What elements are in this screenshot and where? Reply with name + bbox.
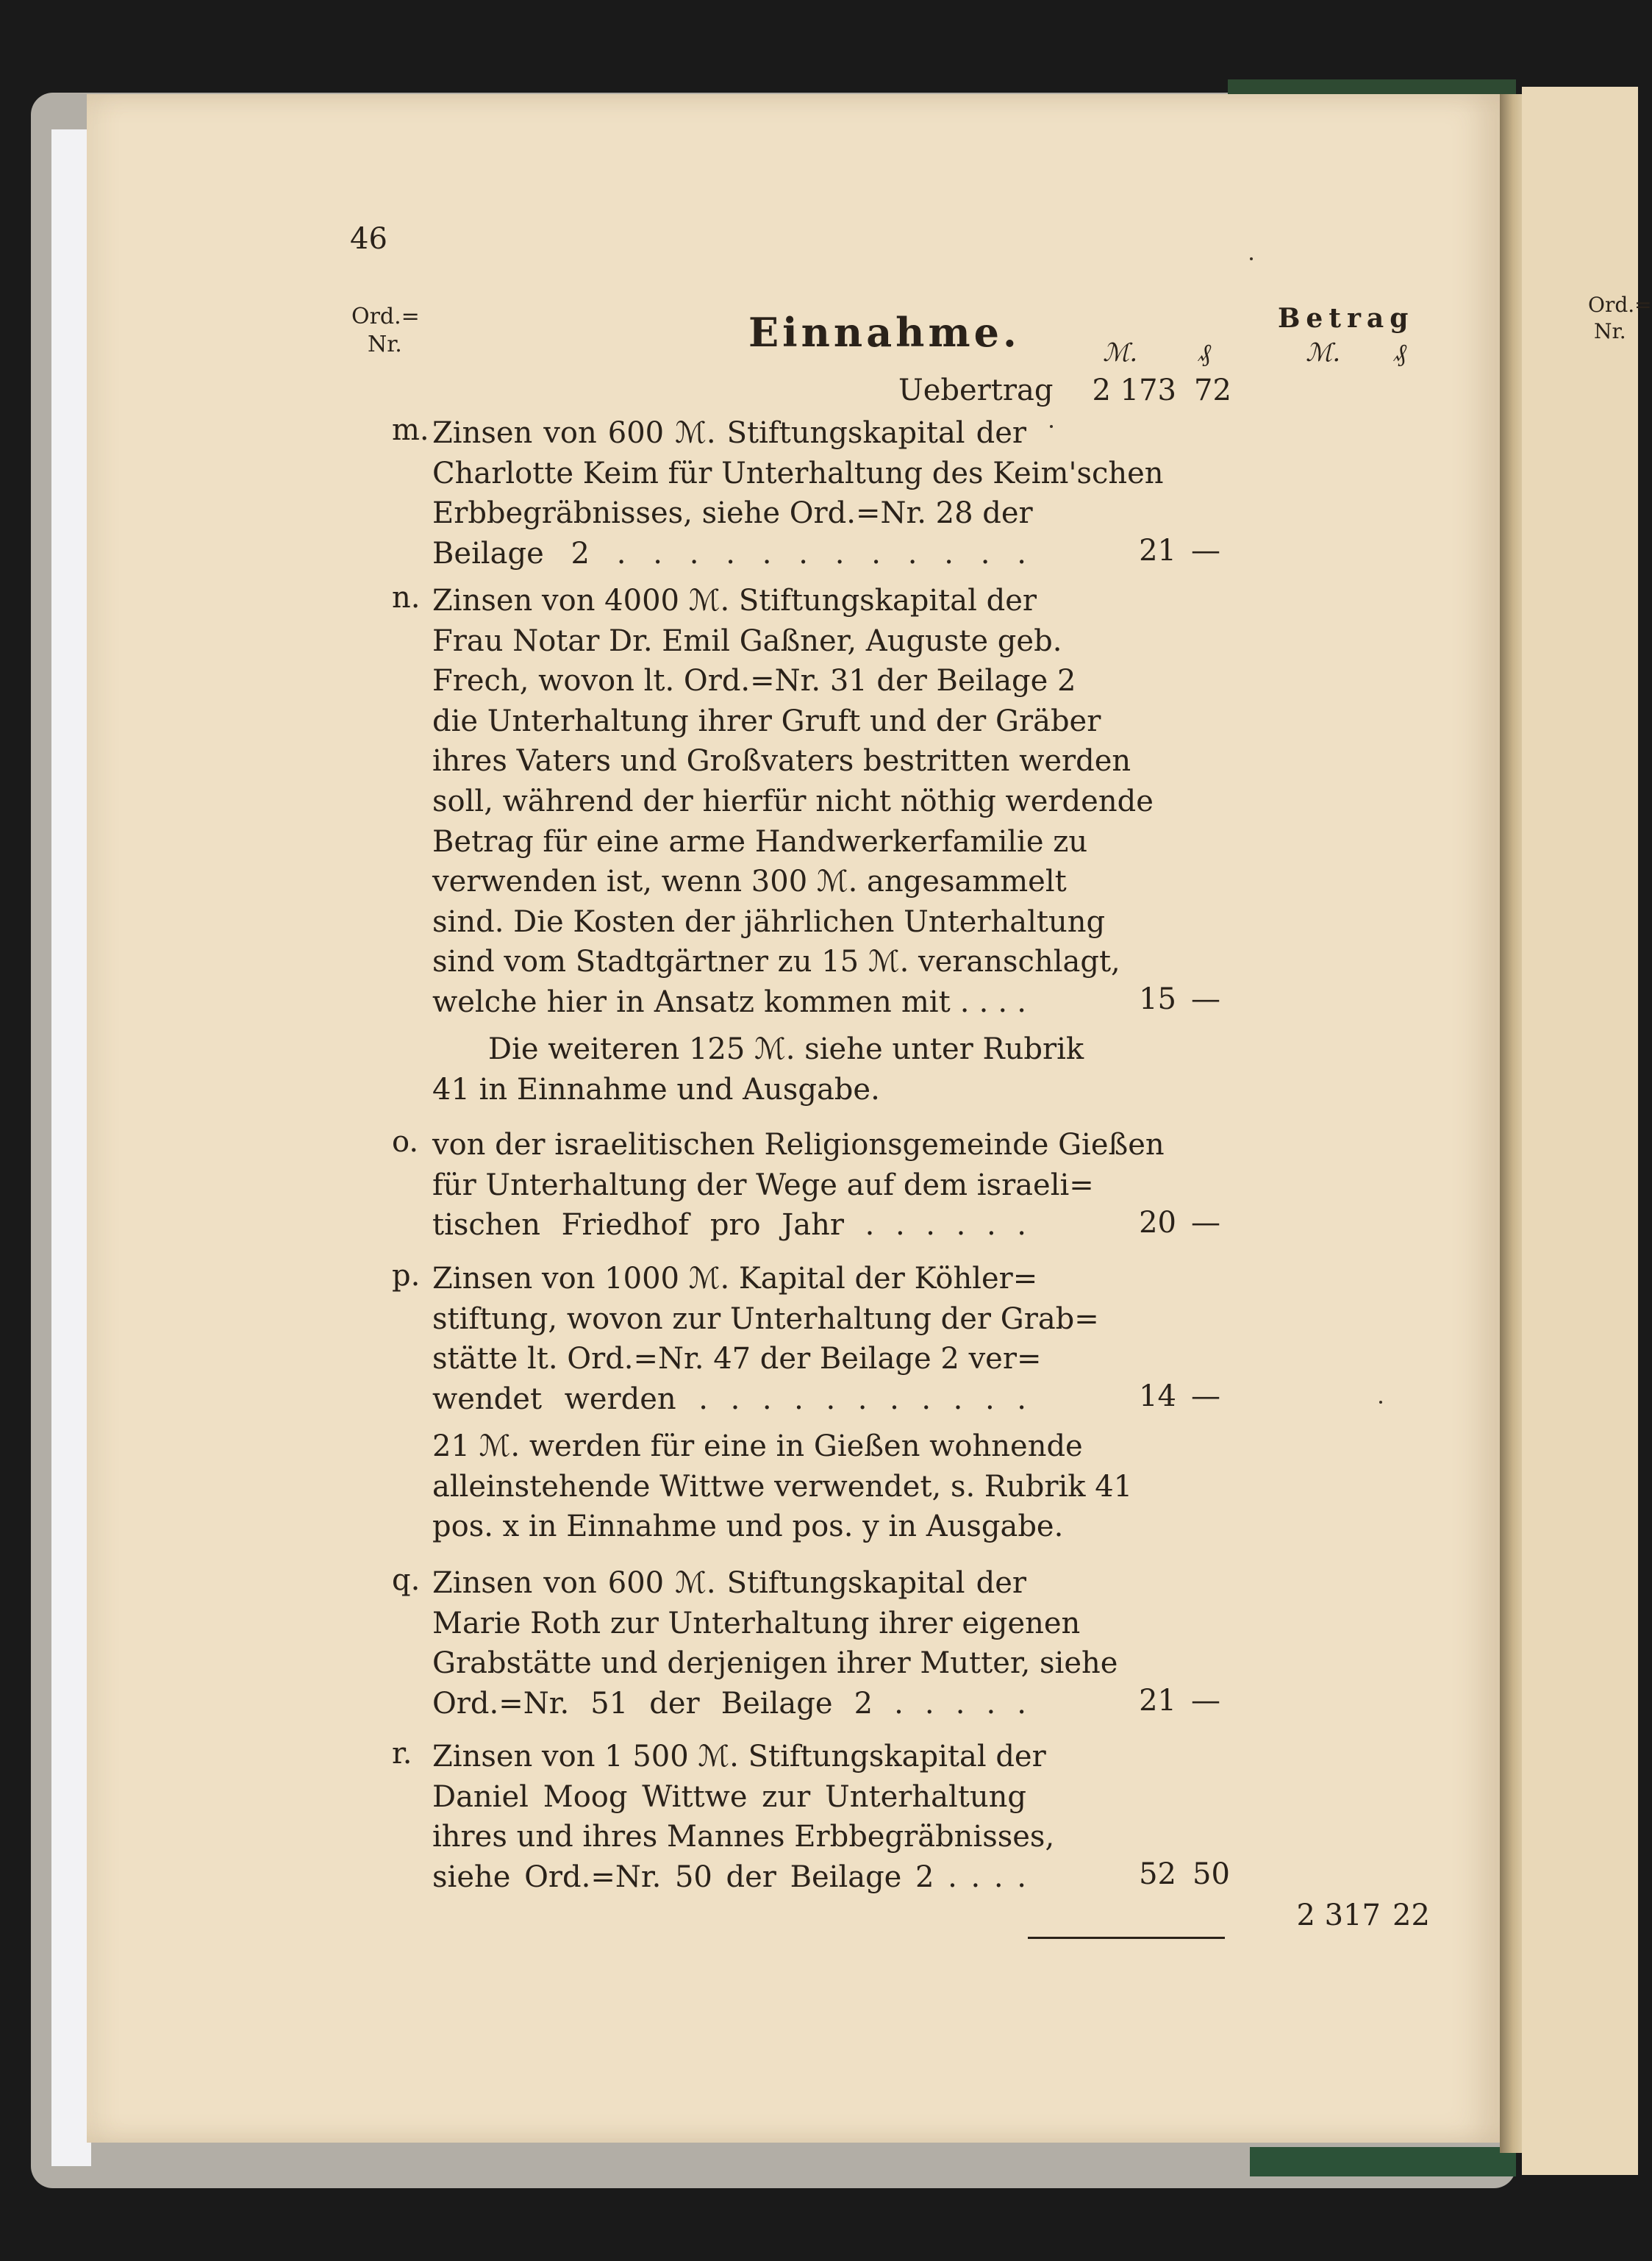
carry-label: Uebertrag [898, 374, 1054, 407]
entry-mark: 14 [1139, 1379, 1176, 1413]
paper-speck [1050, 425, 1053, 428]
page-number: 46 [350, 222, 387, 256]
next-page-nr: Nr. [1594, 319, 1626, 343]
ord-nr-header-line1: Ord.= [351, 304, 420, 329]
entry-note: Die weiteren 125 ℳ. siehe unter Rubrik 41 in Einnahme und Ausgabe. [432, 1032, 1084, 1107]
entry-pfennig: — [1191, 1684, 1220, 1718]
entry-note: 21 ℳ. werden für eine in Gießen wohnende alleinstehende Wittwe verwendet, s. Rubrik 41 pos. x in Einnahme und pos. y in Ausgabe. [432, 1429, 1133, 1544]
entry-letter: m. [392, 413, 429, 447]
next-page-ord-nr: Ord.= [1588, 293, 1652, 317]
carry-pfennig: 72 [1194, 374, 1231, 407]
entry-letter: p. [392, 1259, 421, 1293]
entry-mark: 15 [1139, 982, 1176, 1016]
entry-letter: r. [392, 1737, 412, 1771]
entry-mark: 21 [1139, 1684, 1176, 1718]
entry-text: Zinsen von 600 ℳ. Stiftungskapital der Charlotte Keim für Unterhaltung des Keim'schen Erbbegräbnisses, siehe Ord.=Nr. 28 der Beilage 2 . . . . . . . . . . . . [432, 416, 1164, 571]
entry-pfennig: — [1191, 982, 1220, 1016]
entry-mark: 52 [1139, 1857, 1176, 1891]
mark-column-header: ℳ. [1103, 338, 1138, 368]
entry-letter: n. [392, 581, 421, 615]
betrag-header: Betrag [1278, 303, 1415, 334]
paper-speck [1379, 1401, 1382, 1404]
pfennig-column-header: ₰ [1198, 338, 1211, 368]
entry-text: Zinsen von 1000 ℳ. Kapital der Köhler= stiftung, wovon zur Unterhaltung der Grab= stätte lt. Ord.=Nr. 47 der Beilage 2 ver= wendet werden . . . . . . . . . . . [432, 1262, 1099, 1416]
page-title: Einnahme. [748, 309, 1020, 356]
entry-pfennig: — [1191, 1206, 1220, 1240]
entry-pfennig: — [1191, 1379, 1220, 1413]
cover-edge-bottom [1250, 2147, 1516, 2176]
entry-text: von der israelitischen Religionsgemeinde Gießen für Unterhaltung der Wege auf dem israeli= tischen Friedhof pro Jahr . . . . . . [432, 1128, 1165, 1243]
entry-mark: 20 [1139, 1206, 1176, 1240]
entry-text: Zinsen von 1 500 ℳ. Stiftungskapital der Daniel Moog Wittwe zur Unterhaltung ihres und ihres Mannes Erbbegräbnisses, siehe Ord.=Nr. 50 der Beilage 2 . . . . [432, 1740, 1055, 1894]
total-pfennig: 22 [1392, 1899, 1430, 1932]
entry-text: Zinsen von 600 ℳ. Stiftungskapital der Marie Roth zur Unterhaltung ihrer eigenen Grabstätte und derjenigen ihrer Mutter, siehe Ord.=Nr. 51 der Beilage 2 . . . . . [432, 1566, 1118, 1721]
entry-pfennig: — [1191, 534, 1220, 568]
paper-speck [1250, 257, 1253, 260]
page-edge [51, 129, 91, 2166]
sum-rule [1028, 1937, 1225, 1939]
ord-nr-header-line2: Nr. [368, 332, 402, 357]
carry-mark: 2 173 [1092, 374, 1176, 407]
total-mark: 2 317 [1296, 1899, 1381, 1932]
entry-text: Zinsen von 4000 ℳ. Stiftungskapital der Frau Notar Dr. Emil Gaßner, Auguste geb. Frech, wovon lt. Ord.=Nr. 31 der Beilage 2 die Unterhaltung ihrer Gruft und der Gräber ihres Vaters und Großvaters bestritten werden soll, während der hierfür nicht nöthig werdende Betrag für eine arme Handwerkerfamilie zu verwenden ist, wenn 300 ℳ. angesammelt sind. Die Kosten der jährlichen Unterhaltung sind vom Stadtgärtner zu 15 ℳ. veranschlagt, welche hier in Ansatz kommen mit . . . . [432, 584, 1154, 1019]
entry-letter: q. [392, 1563, 421, 1597]
total-pfennig-column-header: ₰ [1394, 338, 1406, 368]
entry-letter: o. [392, 1125, 419, 1159]
entry-pfennig: 50 [1192, 1857, 1230, 1891]
total-mark-column-header: ℳ. [1306, 338, 1341, 368]
entry-mark: 21 [1139, 534, 1176, 568]
book-gutter [1500, 94, 1522, 2153]
next-page [1522, 87, 1652, 2175]
